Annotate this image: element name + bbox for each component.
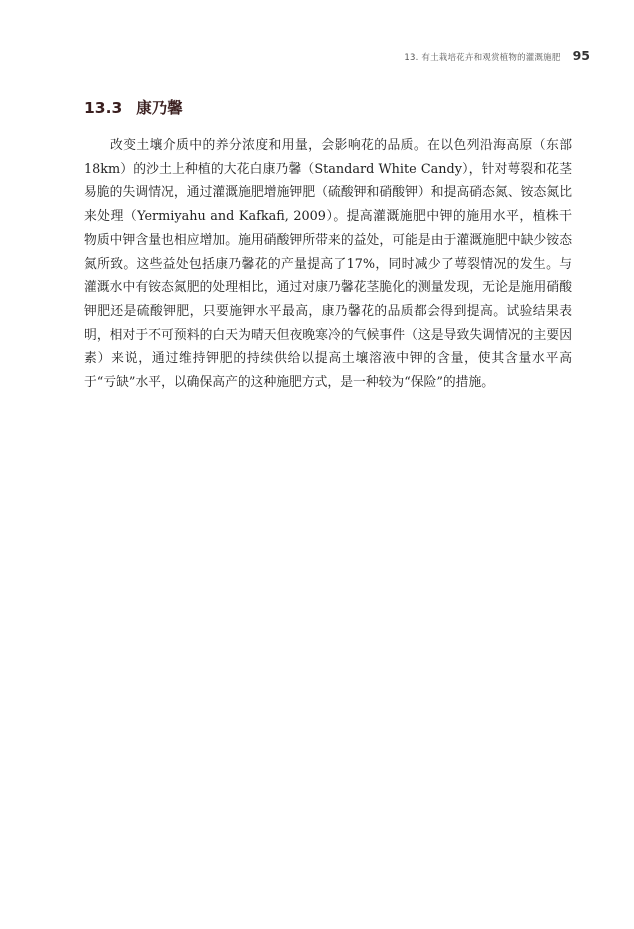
- page-number: 95: [572, 48, 590, 63]
- running-head: [404, 48, 590, 63]
- section-number: 13.3: [84, 99, 123, 117]
- body-paragraph: 改变土壤介质中的养分浓度和用量，会影响花的品质。在以色列沿海高原（东部18km）的沙土上种植的大花白康乃馨（Standard White Candy），针对萼裂和花茎易脆的失调情况，通过灌溉施肥增施钾肥（硫酸钾和硝酸钾）和提高硝态氮、铵态氮比来处理（Yermiyahu and Kafkafi, 2009）。提高灌溉施肥中钾的施用水平，植株干物质中钾含量也相应增加。施用硝酸钾所带来的益处，可能是由于灌溉施肥中缺少铵态氮所致。这些益处包括康乃馨花的产量提高了17%，同时减少了萼裂情况的发生。与灌溉水中有铵态氮肥的处理相比，通过对康乃馨花茎脆化的测量发现，无论是施用硝酸钾肥还是硫酸钾肥，只要施钾水平最高，康乃馨花的品质都会得到提高。试验结果表明，相对于不可预料的白天为晴天但夜晚寒冷的气候事件（这是导致失调情况的主要因素）来说，通过维持钾肥的持续供给以提高土壤溶液中钾的含量，使其含量水平高于“亏缺”水平，以确保高产的这种施肥方式，是一种较为“保险”的措施。: [84, 138, 572, 391]
- running-head-title: 13. 有土栽培花卉和观赏植物的灌溉施肥: [404, 53, 561, 63]
- section-heading: [84, 96, 183, 118]
- section-title: 康乃馨: [136, 99, 183, 117]
